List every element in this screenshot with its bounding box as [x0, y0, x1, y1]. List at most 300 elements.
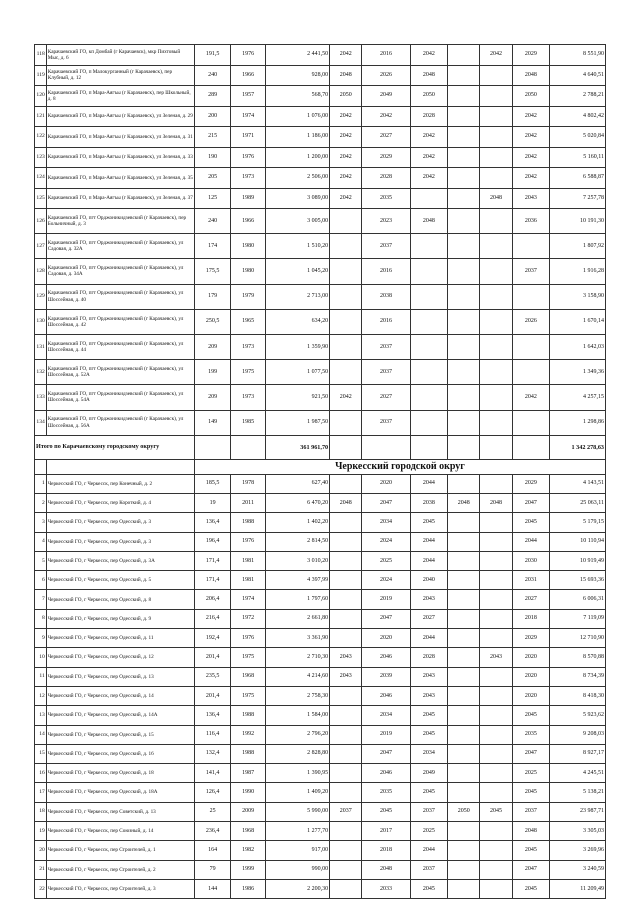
year-cell: 1968 [231, 667, 265, 686]
address-cell: Карачаевский ГО, кп Домбай (г Карачаевск), мкр Пихтовый Мыс, д. 6 [46, 45, 194, 66]
year2-cell: 2020 [362, 629, 410, 648]
year4-cell [448, 667, 480, 686]
sum-cell: 627,40 [265, 474, 329, 493]
year4-cell: 2050 [448, 802, 480, 821]
cost-cell: 8 418,30 [550, 686, 606, 705]
area-cell: 125 [194, 188, 230, 209]
cost-cell: 4 143,51 [550, 474, 606, 493]
year6-cell: 2020 [512, 667, 550, 686]
year4-cell [448, 234, 480, 259]
empty-cell [448, 435, 480, 459]
year6-cell [512, 360, 550, 385]
table-row [35, 410, 606, 435]
year2-cell: 2035 [362, 783, 410, 802]
year6-cell: 2036 [512, 209, 550, 234]
year1-cell: 2042 [330, 45, 362, 66]
year6-cell: 2042 [512, 147, 550, 168]
year6-cell: 2031 [512, 571, 550, 590]
year4-cell [448, 309, 480, 334]
address-cell: Черкесский ГО, г Черкесск, пер Одесский, д. 18А [46, 783, 194, 802]
year5-cell: 2043 [480, 648, 512, 667]
year1-cell: 2042 [330, 188, 362, 209]
year1-cell: 2042 [330, 127, 362, 148]
total-label: Итого по Карачаевскому городскому округу [35, 435, 195, 459]
area-cell: 192,4 [194, 629, 230, 648]
year4-cell [448, 822, 480, 841]
year2-cell: 2046 [362, 686, 410, 705]
sum-cell: 6 470,20 [265, 493, 329, 512]
year5-cell [480, 725, 512, 744]
year6-cell: 2047 [512, 860, 550, 879]
table-row [35, 686, 606, 705]
year4-cell [448, 284, 480, 309]
year2-cell: 2047 [362, 744, 410, 763]
year3-cell [410, 234, 448, 259]
empty-cell [410, 435, 448, 459]
address-cell: Черкесский ГО, г Черкесск, пер Строителей, д. 1 [46, 841, 194, 860]
year3-cell: 2040 [410, 571, 448, 590]
table-row [35, 493, 606, 512]
year5-cell: 2048 [480, 493, 512, 512]
row-number: 22 [35, 879, 47, 898]
sum-cell: 1 076,00 [265, 106, 329, 127]
table-row [35, 309, 606, 334]
area-cell: 144 [194, 879, 230, 898]
year1-cell [330, 725, 362, 744]
row-number: 14 [35, 725, 47, 744]
sum-cell: 928,00 [265, 65, 329, 86]
year1-cell [330, 334, 362, 359]
year2-cell: 2047 [362, 609, 410, 628]
row-number: 16 [35, 764, 47, 783]
empty-cell [231, 435, 265, 459]
area-cell: 209 [194, 334, 230, 359]
year2-cell: 2019 [362, 725, 410, 744]
row-number: 134 [35, 410, 47, 435]
year-cell: 1957 [231, 86, 265, 107]
year-cell: 1986 [231, 879, 265, 898]
area-cell: 240 [194, 209, 230, 234]
row-number: 133 [35, 385, 47, 410]
sum-cell: 1 510,20 [265, 234, 329, 259]
year4-cell [448, 168, 480, 189]
year5-cell [480, 168, 512, 189]
empty-cell [362, 435, 410, 459]
year3-cell [410, 259, 448, 284]
year6-cell: 2045 [512, 879, 550, 898]
table-row [35, 783, 606, 802]
table-row [35, 841, 606, 860]
year5-cell [480, 234, 512, 259]
year1-cell [330, 686, 362, 705]
area-cell: 199 [194, 360, 230, 385]
table-row [35, 127, 606, 148]
address-cell: Черкесский ГО, г Черкесск, пер Одесский, д. 12 [46, 648, 194, 667]
year2-cell: 2028 [362, 168, 410, 189]
year1-cell [330, 474, 362, 493]
year-cell: 1973 [231, 168, 265, 189]
sum-cell: 5 990,00 [265, 802, 329, 821]
year-cell: 1976 [231, 629, 265, 648]
row-number: 9 [35, 629, 47, 648]
row-number: 129 [35, 284, 47, 309]
cost-cell: 3 305,03 [550, 822, 606, 841]
cost-cell: 4 802,42 [550, 106, 606, 127]
cost-cell: 6 006,31 [550, 590, 606, 609]
year6-cell: 2050 [512, 86, 550, 107]
address-cell: Карачаевский ГО, пгт Орджоникидзевский (г Карачаевск), ул Шоссейная, д. 42 [46, 309, 194, 334]
year4-cell [448, 532, 480, 551]
year5-cell [480, 209, 512, 234]
area-cell: 171,4 [194, 551, 230, 570]
sum-cell: 2 713,00 [265, 284, 329, 309]
year3-cell [410, 188, 448, 209]
year5-cell [480, 513, 512, 532]
sum-cell: 921,50 [265, 385, 329, 410]
table-row [35, 45, 606, 66]
year-cell: 1966 [231, 209, 265, 234]
year2-cell: 2026 [362, 65, 410, 86]
year5-cell: 2048 [480, 188, 512, 209]
year5-cell: 2045 [480, 802, 512, 821]
year4-cell [448, 188, 480, 209]
year5-cell [480, 571, 512, 590]
year-cell: 1975 [231, 686, 265, 705]
sum-cell: 1 200,00 [265, 147, 329, 168]
year1-cell [330, 783, 362, 802]
sum-cell: 1 359,90 [265, 334, 329, 359]
address-cell: Черкесский ГО, г Черкесск, пер Одесский, д. 5 [46, 571, 194, 590]
year5-cell [480, 841, 512, 860]
row-number: 127 [35, 234, 47, 259]
year4-cell [448, 590, 480, 609]
address-cell: Карачаевский ГО, пгт Орджоникидзевский (г Карачаевск), ул Садовая, д. 34А [46, 259, 194, 284]
empty-cell [512, 435, 550, 459]
year2-cell: 2019 [362, 590, 410, 609]
row-number: 2 [35, 493, 47, 512]
year-cell: 1992 [231, 725, 265, 744]
row-number: 124 [35, 168, 47, 189]
table-row [35, 802, 606, 821]
cost-cell: 3 240,59 [550, 860, 606, 879]
year2-cell: 2027 [362, 385, 410, 410]
year1-cell [330, 822, 362, 841]
year2-cell: 2046 [362, 648, 410, 667]
year5-cell: 2042 [480, 45, 512, 66]
year2-cell: 2023 [362, 209, 410, 234]
total-row [35, 435, 606, 459]
year1-cell: 2050 [330, 86, 362, 107]
year3-cell: 2045 [410, 725, 448, 744]
table-row [35, 65, 606, 86]
cost-cell: 2 788,21 [550, 86, 606, 107]
year4-cell [448, 127, 480, 148]
row-number: 8 [35, 609, 47, 628]
address-cell: Карачаевский ГО, пгт Орджоникидзевский (г Карачаевск), ул Садовая, д. 32А [46, 234, 194, 259]
address-cell: Карачаевский ГО, пгт Орджоникидзевский (г Карачаевск), ул Шоссейная, д. 52А [46, 360, 194, 385]
cost-cell: 5 179,15 [550, 513, 606, 532]
cost-cell: 5 160,11 [550, 147, 606, 168]
area-cell: 174 [194, 234, 230, 259]
sum-cell: 917,00 [265, 841, 329, 860]
row-number: 20 [35, 841, 47, 860]
row-number: 121 [35, 106, 47, 127]
year1-cell [330, 209, 362, 234]
year5-cell [480, 309, 512, 334]
year3-cell: 2037 [410, 802, 448, 821]
year-cell: 1999 [231, 860, 265, 879]
year3-cell [410, 410, 448, 435]
sum-cell: 2 200,30 [265, 879, 329, 898]
year2-cell: 2027 [362, 127, 410, 148]
cost-cell: 12 710,90 [550, 629, 606, 648]
cost-cell: 25 063,11 [550, 493, 606, 512]
address-cell: Карачаевский ГО, пгт Орджоникидзевский (г Карачаевск), ул Шоссейная, д. 40 [46, 284, 194, 309]
year3-cell [410, 309, 448, 334]
address-cell: Черкесский ГО, г Черкесск, пер Союзный, д. 14 [46, 822, 194, 841]
year3-cell: 2048 [410, 209, 448, 234]
year5-cell [480, 783, 512, 802]
cost-cell: 1 670,14 [550, 309, 606, 334]
cost-cell: 1 642,03 [550, 334, 606, 359]
year5-cell [480, 385, 512, 410]
year2-cell: 2037 [362, 360, 410, 385]
cost-cell: 6 588,87 [550, 168, 606, 189]
total-sum: 361 961,70 [265, 435, 329, 459]
year4-cell [448, 360, 480, 385]
area-cell: 250,5 [194, 309, 230, 334]
year5-cell [480, 474, 512, 493]
year4-cell [448, 147, 480, 168]
year1-cell [330, 410, 362, 435]
address-cell: Черкесский ГО, г Черкесск, пер Строителей, д. 3 [46, 879, 194, 898]
address-cell: Черкесский ГО, г Черкесск, пер Одесский, д. 16 [46, 744, 194, 763]
year2-cell: 2024 [362, 532, 410, 551]
sum-cell: 3 005,00 [265, 209, 329, 234]
row-number: 21 [35, 860, 47, 879]
sum-cell: 3 089,00 [265, 188, 329, 209]
year1-cell [330, 764, 362, 783]
row-number: 12 [35, 686, 47, 705]
year1-cell [330, 571, 362, 590]
year5-cell [480, 822, 512, 841]
year4-cell [448, 648, 480, 667]
year1-cell [330, 234, 362, 259]
table-row [35, 474, 606, 493]
area-cell: 235,5 [194, 667, 230, 686]
row-number: 132 [35, 360, 47, 385]
address-cell: Черкесский ГО, г Черкесск, пер Одесский, д. 3А [46, 551, 194, 570]
year-cell: 1978 [231, 474, 265, 493]
area-cell: 141,4 [194, 764, 230, 783]
year2-cell: 2038 [362, 284, 410, 309]
year3-cell: 2043 [410, 667, 448, 686]
year3-cell: 2043 [410, 590, 448, 609]
year6-cell: 2026 [512, 309, 550, 334]
year4-cell [448, 513, 480, 532]
year1-cell [330, 360, 362, 385]
table-row [35, 259, 606, 284]
year5-cell [480, 629, 512, 648]
year1-cell: 2042 [330, 147, 362, 168]
table-row [35, 168, 606, 189]
year6-cell: 2045 [512, 706, 550, 725]
year4-cell [448, 764, 480, 783]
section-header-row [35, 459, 606, 474]
year6-cell: 2045 [512, 513, 550, 532]
cost-cell: 8 734,39 [550, 667, 606, 686]
year3-cell: 2027 [410, 609, 448, 628]
area-cell: 179 [194, 284, 230, 309]
year4-cell [448, 106, 480, 127]
sum-cell: 1 402,20 [265, 513, 329, 532]
sum-cell: 1 797,60 [265, 590, 329, 609]
table-row [35, 744, 606, 763]
address-cell: Черкесский ГО, г Черкесск, пер Советский, д. 13 [46, 802, 194, 821]
year4-cell: 2048 [448, 493, 480, 512]
address-cell: Черкесский ГО, г Черкесск, пер Конечный, д. 2 [46, 474, 194, 493]
year4-cell [448, 474, 480, 493]
year2-cell: 2016 [362, 45, 410, 66]
year4-cell [448, 744, 480, 763]
year1-cell: 2043 [330, 667, 362, 686]
table-row [35, 764, 606, 783]
cost-cell: 5 923,62 [550, 706, 606, 725]
year1-cell [330, 309, 362, 334]
year2-cell: 2039 [362, 667, 410, 686]
year3-cell: 2042 [410, 45, 448, 66]
year2-cell: 2042 [362, 106, 410, 127]
year4-cell [448, 551, 480, 570]
row-number: 1 [35, 474, 47, 493]
sum-cell: 1 186,00 [265, 127, 329, 148]
year-cell: 1987 [231, 764, 265, 783]
year-cell: 2009 [231, 802, 265, 821]
year3-cell: 2042 [410, 168, 448, 189]
row-number: 4 [35, 532, 47, 551]
row-number: 17 [35, 783, 47, 802]
table-row [35, 86, 606, 107]
table-row [35, 188, 606, 209]
address-cell: Карачаевский ГО, пгт Орджоникидзевский (г Карачаевск), ул Шоссейная, д. 56А [46, 410, 194, 435]
table-row [35, 629, 606, 648]
row-number: 118 [35, 45, 47, 66]
year5-cell [480, 65, 512, 86]
year-cell: 1982 [231, 841, 265, 860]
year5-cell [480, 86, 512, 107]
year-cell: 1979 [231, 284, 265, 309]
housing-register-table [34, 44, 606, 899]
year-cell: 1975 [231, 648, 265, 667]
area-cell: 205 [194, 168, 230, 189]
year2-cell: 2025 [362, 551, 410, 570]
cost-cell: 23 987,71 [550, 802, 606, 821]
year3-cell: 2044 [410, 474, 448, 493]
year2-cell: 2037 [362, 234, 410, 259]
year5-cell [480, 147, 512, 168]
year4-cell [448, 686, 480, 705]
sum-cell: 4 214,60 [265, 667, 329, 686]
year3-cell: 2044 [410, 532, 448, 551]
area-cell: 25 [194, 802, 230, 821]
area-cell: 240 [194, 65, 230, 86]
year3-cell [410, 385, 448, 410]
year1-cell: 2042 [330, 168, 362, 189]
cost-cell: 1 298,86 [550, 410, 606, 435]
sum-cell: 2 661,80 [265, 609, 329, 628]
year5-cell [480, 667, 512, 686]
area-cell: 164 [194, 841, 230, 860]
year-cell: 1971 [231, 127, 265, 148]
year1-cell [330, 879, 362, 898]
row-number: 120 [35, 86, 47, 107]
year-cell: 1973 [231, 385, 265, 410]
year4-cell [448, 609, 480, 628]
cost-cell: 4 257,15 [550, 385, 606, 410]
area-cell: 19 [194, 493, 230, 512]
year6-cell [512, 234, 550, 259]
sum-cell: 1 077,50 [265, 360, 329, 385]
year1-cell [330, 706, 362, 725]
year4-cell [448, 706, 480, 725]
year1-cell: 2048 [330, 65, 362, 86]
year3-cell: 2050 [410, 86, 448, 107]
year-cell: 1968 [231, 822, 265, 841]
table-row [35, 385, 606, 410]
year1-cell [330, 259, 362, 284]
table-row [35, 725, 606, 744]
address-cell: Карачаевский ГО, п Мара-Аягъы (г Карачаевск), пер Школьный, д. 8 [46, 86, 194, 107]
address-cell: Черкесский ГО, г Черкесск, пер Одесский, д. 13 [46, 667, 194, 686]
year2-cell: 2034 [362, 513, 410, 532]
year1-cell: 2042 [330, 385, 362, 410]
year-cell: 1985 [231, 410, 265, 435]
year2-cell: 2020 [362, 474, 410, 493]
table-row [35, 860, 606, 879]
table-row [35, 571, 606, 590]
year2-cell: 2046 [362, 764, 410, 783]
sum-cell: 634,20 [265, 309, 329, 334]
sum-cell: 1 987,50 [265, 410, 329, 435]
year1-cell [330, 860, 362, 879]
cost-cell: 8 570,88 [550, 648, 606, 667]
table-row [35, 609, 606, 628]
area-cell: 171,4 [194, 571, 230, 590]
cost-cell: 8 927,17 [550, 744, 606, 763]
row-number: 15 [35, 744, 47, 763]
year2-cell: 2035 [362, 188, 410, 209]
area-cell: 196,4 [194, 532, 230, 551]
empty-cell [194, 435, 230, 459]
year6-cell: 2027 [512, 590, 550, 609]
row-number: 119 [35, 65, 47, 86]
year6-cell: 2037 [512, 259, 550, 284]
year3-cell [410, 334, 448, 359]
year2-cell: 2045 [362, 802, 410, 821]
year-cell: 1972 [231, 609, 265, 628]
cost-cell: 10 919,49 [550, 551, 606, 570]
address-cell: Карачаевский ГО, п Мара-Аягъы (г Карачаевск), ул Зеленая, д. 37 [46, 188, 194, 209]
empty-cell [35, 459, 47, 474]
year5-cell [480, 106, 512, 127]
area-cell: 289 [194, 86, 230, 107]
cost-cell: 10 110,94 [550, 532, 606, 551]
year3-cell [410, 284, 448, 309]
year1-cell [330, 629, 362, 648]
year-cell: 1988 [231, 706, 265, 725]
address-cell: Карачаевский ГО, п Мара-Аягъы (г Карачаевск), ул Зеленая, д. 35 [46, 168, 194, 189]
year4-cell [448, 259, 480, 284]
